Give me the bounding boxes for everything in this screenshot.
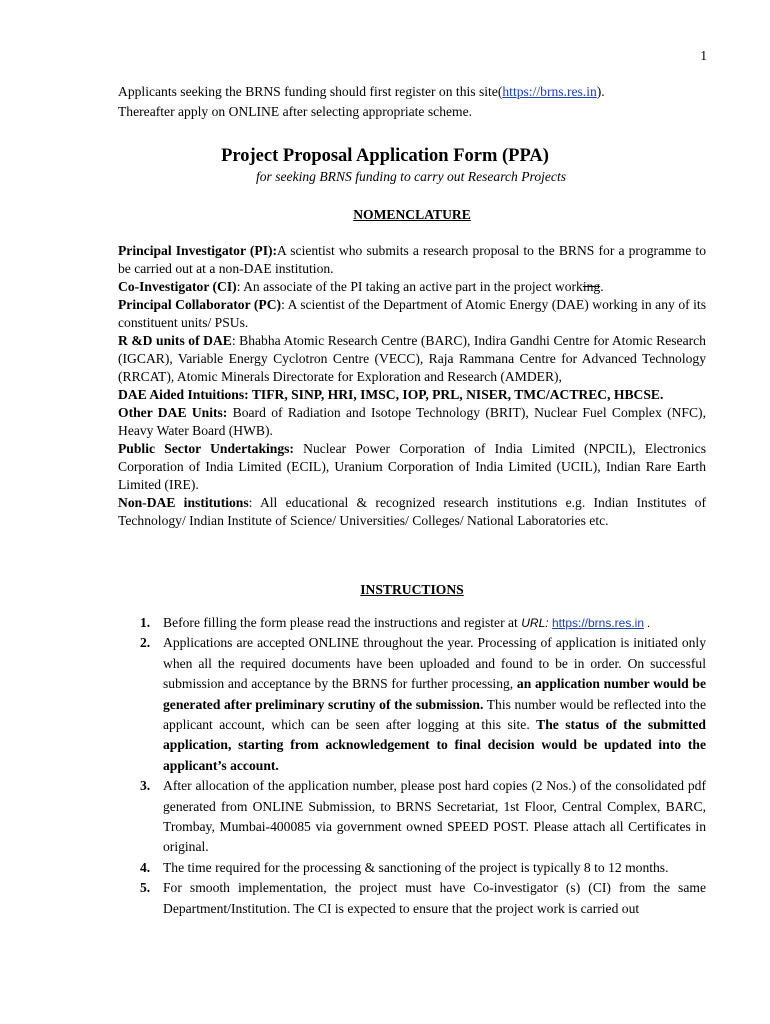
- term-pc: Principal Collaborator (PC): [118, 297, 282, 312]
- intro-text-end: ).: [596, 84, 605, 99]
- definition-other-units: Other DAE Units: Board of Radiation and Isotope Technology (BRIT), Nuclear Fuel Complex (NFC), Heavy Water Board (HWB).: [118, 405, 706, 438]
- page-subtitle: for seeking BRNS funding to carry out Research Projects: [255, 169, 567, 184]
- brns-register-link[interactable]: https://brns.res.in: [551, 616, 645, 630]
- page-title: Project Proposal Application Form (PPA): [221, 146, 549, 166]
- definition-rd-units: R &D units of DAE: Bhabha Atomic Research Centre (BARC), Indira Gandhi Centre for Atomic Research (IGCAR), Variable Energy Cyclotron Centre (VECC), Raja Rammana Centre for Advanced Technology (RRCAT), Atomic Minerals Directorate for Exploration and Research (AMDER),: [118, 333, 706, 384]
- instruction-item: 5. For smooth implementation, the project must have Co-investigator (s) (CI) from the same Department/Institution. The CI is expected to ensure that the project work is carried out: [140, 880, 706, 916]
- term-ci: Co-Investigator (CI): [118, 279, 237, 294]
- definition-ci: Co-Investigator (CI): An associate of the PI taking an active part in the project working.: [118, 279, 604, 294]
- instruction-item: 4. The time required for the processing & sanctioning of the project is typically 8 to 12 months.: [140, 859, 669, 875]
- instruction-item: 3. After allocation of the application number, please post hard copies (2 Nos.) of the consolidated pdf generated from ONLINE Submission, to BRNS Secretariat, 1st Floor, Central Complex, BARC, Trombay, Mumbai-400085 via government owned SPEED POST. Please attach all Certificates in original.: [140, 778, 706, 855]
- instruction-item: 1. Before filling the form please read the instructions and register at URL: https://brns.res.in .: [140, 615, 651, 630]
- term-pi: Principal Investigator (PI):: [118, 243, 278, 258]
- intro-text: Applicants seeking the BRNS funding should first register on this site(: [118, 84, 503, 99]
- term-other-units: Other DAE Units:: [118, 405, 228, 420]
- intro-line-2: Thereafter apply on ONLINE after selecting appropriate scheme.: [118, 104, 473, 119]
- definition-pi: Principal Investigator (PI):A scientist who submits a research proposal to the BRNS for a programme to be carried out at a non-DAE institution.: [118, 243, 706, 276]
- term-non-dae: Non-DAE institutions: [118, 495, 249, 510]
- definition-psu: Public Sector Undertakings: Nuclear Power Corporation of India Limited (NPCIL), Electronics Corporation of India Limited (ECIL), Uranium Corporation of India Limited (UCIL), Indian Rare Earth Limited (IRE).: [118, 441, 706, 492]
- instruction-item: 2. Applications are accepted ONLINE throughout the year. Processing of application is initiated only when all the required documents have been uploaded and found to be in order. On successful submission and acceptance by the BRNS for further processing, an application number would be generated after preliminary scrutiny of the submission. This number would be reflected into the applicant account, which can be seen after logging at this site. The status of the submitted application, starting from acknowledgement to final decision would be updated into the applicant’s account.: [140, 635, 706, 773]
- term-rd-units: R &D units of DAE: [118, 333, 232, 348]
- intro-paragraph: [118, 82, 706, 122]
- page-number: 1: [700, 48, 707, 63]
- nomenclature-heading: NOMENCLATURE: [353, 207, 471, 222]
- term-psu: Public Sector Undertakings:: [118, 441, 294, 456]
- instructions-list: [130, 613, 706, 919]
- nomenclature-section: [118, 242, 706, 530]
- definition-non-dae: Non-DAE institutions: All educational & recognized research institutions e.g. Indian Institutes of Technology/ Indian Institute of Science/ Universities/ Colleges/ National Laboratories etc.: [118, 495, 706, 528]
- instructions-heading: INSTRUCTIONS: [360, 582, 464, 597]
- url-label: URL:: [521, 616, 549, 630]
- brns-site-link[interactable]: https://brns.res.in: [502, 84, 597, 99]
- definition-aided-institutions: DAE Aided Intuitions: TIFR, SINP, HRI, IMSC, IOP, PRL, NISER, TMC/ACTREC, HBCSE.: [118, 387, 664, 402]
- definition-pc: Principal Collaborator (PC): A scientist of the Department of Atomic Energy (DAE) working in any of its constituent units/ PSUs.: [118, 297, 706, 330]
